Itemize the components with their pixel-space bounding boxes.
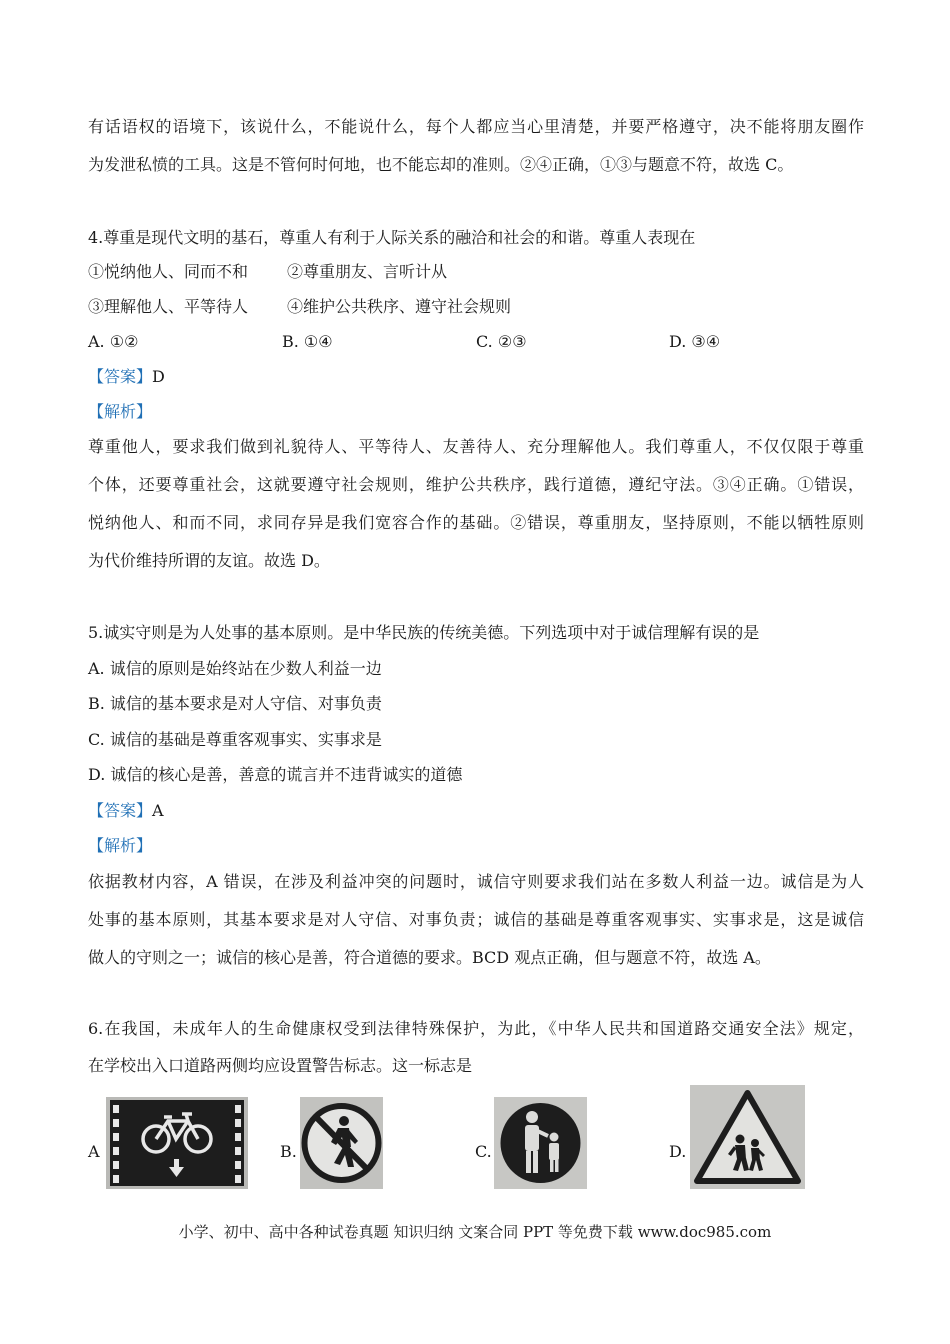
q4-item-2: ②尊重朋友、言听计从	[287, 262, 448, 281]
school-children-warning-sign	[690, 1085, 805, 1189]
bicycle-lane-sign	[106, 1097, 248, 1189]
pedestrian-walk-sign	[494, 1097, 587, 1189]
q4-analysis-tag: 【解析】	[88, 402, 153, 421]
q4-analysis-line-3: 悦纳他人、和而不同，求同存异是我们宽容合作的基础。②错误，尊重朋友，坚持原则，不能以牺牲原则	[88, 513, 864, 532]
q4-item-3: ③理解他人、平等待人	[88, 297, 249, 316]
q4-item-1: ①悦纳他人、同而不和	[88, 262, 249, 281]
intro-line-2: 为发泄私愤的工具。这是不管何时何地，也不能忘却的准则。②④正确，①③与题意不符，故选 C。	[88, 155, 794, 174]
intro-line-1: 有话语权的语境下，该说什么，不能说什么，每个人都应当心里清楚，并要严格遵守，决不能将朋友圈作	[88, 117, 864, 136]
q4-analysis-line-2: 个体，还要尊重社会，这就要遵守社会规则，维护公共秩序，践行道德，遵纪守法。③④正确。①错误，	[88, 475, 864, 494]
no-pedestrians-sign	[300, 1097, 383, 1189]
q6-stem-line-2: 在学校出入口道路两侧均应设置警告标志。这一标志是	[88, 1056, 473, 1075]
q5-answer-line	[88, 801, 164, 821]
q5-option-c: C. 诚信的基础是尊重客观事实、实事求是	[88, 730, 382, 749]
q5-analysis-tag: 【解析】	[88, 836, 153, 855]
q5-analysis-line-2: 处事的基本原则，其基本要求是对人守信、对事负责；诚信的基础是尊重客观事实、实事求是，这是诚信	[88, 910, 864, 929]
q5-option-d: D. 诚信的核心是善，善意的谎言并不违背诚实的道德	[88, 765, 463, 784]
q5-answer: A	[152, 801, 164, 820]
q6-option-a-label: A	[88, 1142, 100, 1161]
q6-option-c-label: C.	[475, 1142, 492, 1161]
q5-option-a: A. 诚信的原则是始终站在少数人利益一边	[88, 659, 382, 678]
q5-stem: 5.诚实守则是为人处事的基本原则。是中华民族的传统美德。下列选项中对于诚信理解有误的是	[88, 623, 760, 642]
q5-analysis-line-1: 依据教材内容，A 错误，在涉及利益冲突的问题时，诚信守则要求我们站在多数人利益一边。诚信是为人	[88, 872, 864, 891]
q4-option-c: C. ②③	[476, 332, 527, 351]
q6-stem-line-1: 6.在我国，未成年人的生命健康权受到法律特殊保护，为此，《中华人民共和国道路交通安全法》规定，	[88, 1019, 864, 1038]
q5-option-b: B. 诚信的基本要求是对人守信、对事负责	[88, 694, 382, 713]
q6-option-d-label: D.	[669, 1142, 687, 1161]
q4-item-4: ④维护公共秩序、遵守社会规则	[287, 297, 512, 316]
answer-tag: 【答案】	[88, 367, 153, 386]
q4-stem: 4.尊重是现代文明的基石，尊重人有利于人际关系的融洽和社会的和谐。尊重人表现在	[88, 228, 696, 247]
q6-option-b-label: B.	[280, 1142, 297, 1161]
q4-option-b: B. ①④	[282, 332, 333, 351]
q4-answer-line	[88, 367, 165, 387]
q4-analysis-line-1: 尊重他人，要求我们做到礼貌待人、平等待人、友善待人、充分理解他人。我们尊重人，不仅仅限于尊重	[88, 437, 864, 456]
q4-option-d: D. ③④	[669, 332, 721, 351]
answer-tag: 【答案】	[88, 801, 153, 820]
q4-option-a: A. ①②	[88, 332, 139, 351]
page-footer: 小学、初中、高中各种试卷真题 知识归纳 文案合同 PPT 等免费下载 www.doc985.com	[178, 1223, 772, 1241]
q5-analysis-line-3: 做人的守则之一；诚信的核心是善，符合道德的要求。BCD 观点正确，但与题意不符，故选 A。	[88, 948, 771, 967]
q4-analysis-line-4: 为代价维持所谓的友谊。故选 D。	[88, 551, 330, 570]
q4-answer: D	[152, 367, 165, 386]
